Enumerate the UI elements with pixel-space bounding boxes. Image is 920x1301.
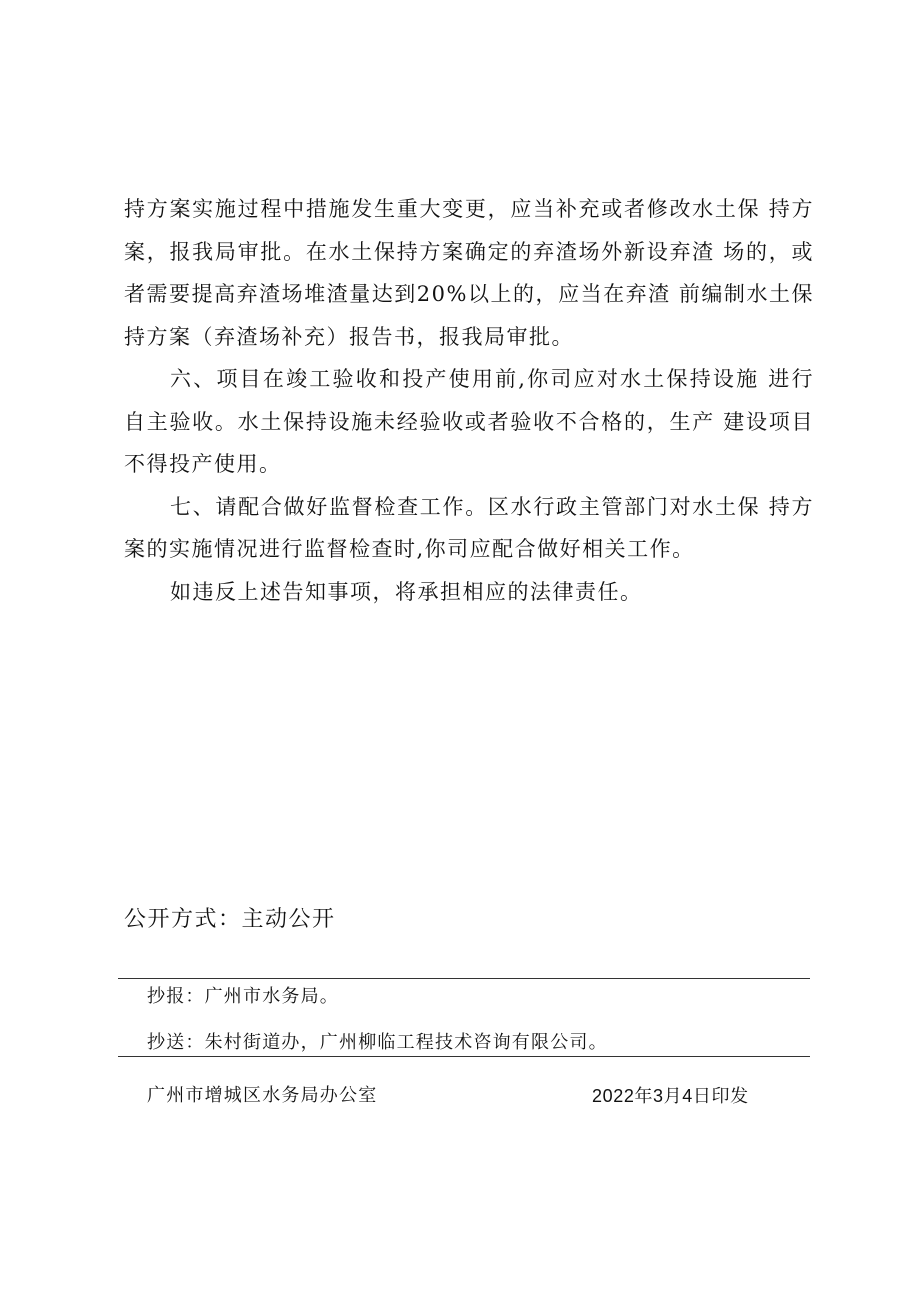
- bottom-divider: [118, 1056, 810, 1057]
- paragraph-legal-notice: 如违反上述告知事项，将承担相应的法律责任。: [170, 579, 643, 604]
- cc-report-line: 抄报：广州市水务局。: [147, 986, 339, 1007]
- top-divider: [118, 978, 810, 979]
- issue-date: 2022年3月4日印发: [592, 1086, 749, 1106]
- paragraph-item-six: 六、项目在竣工验收和投产使用前,你司应对水土保持设施 进行自主验收。水土保持设施未经验收或者验收不合格的，生产 建设项目不得投产使用。: [124, 367, 814, 476]
- paragraph-continuation: 持方案实施过程中措施发生重大变更，应当补充或者修改水土保 持方案，报我局审批。在水土保持方案确定的弃渣场外新设弃渣 场的，或者需要提高弃渣场堆渣量达到20%以上的，应当在弃渣 前编制水土保持方案（弃渣场补充）报告书，报我局审批。: [124, 197, 814, 349]
- disclosure-method: 公开方式：主动公开: [124, 907, 336, 932]
- cc-send-line: 抄送：朱村街道办，广州柳临工程技术咨询有限公司。: [147, 1032, 608, 1053]
- document-body: [124, 188, 814, 613]
- issuing-office: 广州市增城区水务局办公室: [147, 1085, 378, 1106]
- paragraph-item-seven: 七、请配合做好监督检查工作。区水行政主管部门对水土保 持方案的实施情况进行监督检查时,你司应配合做好相关工作。: [124, 494, 814, 561]
